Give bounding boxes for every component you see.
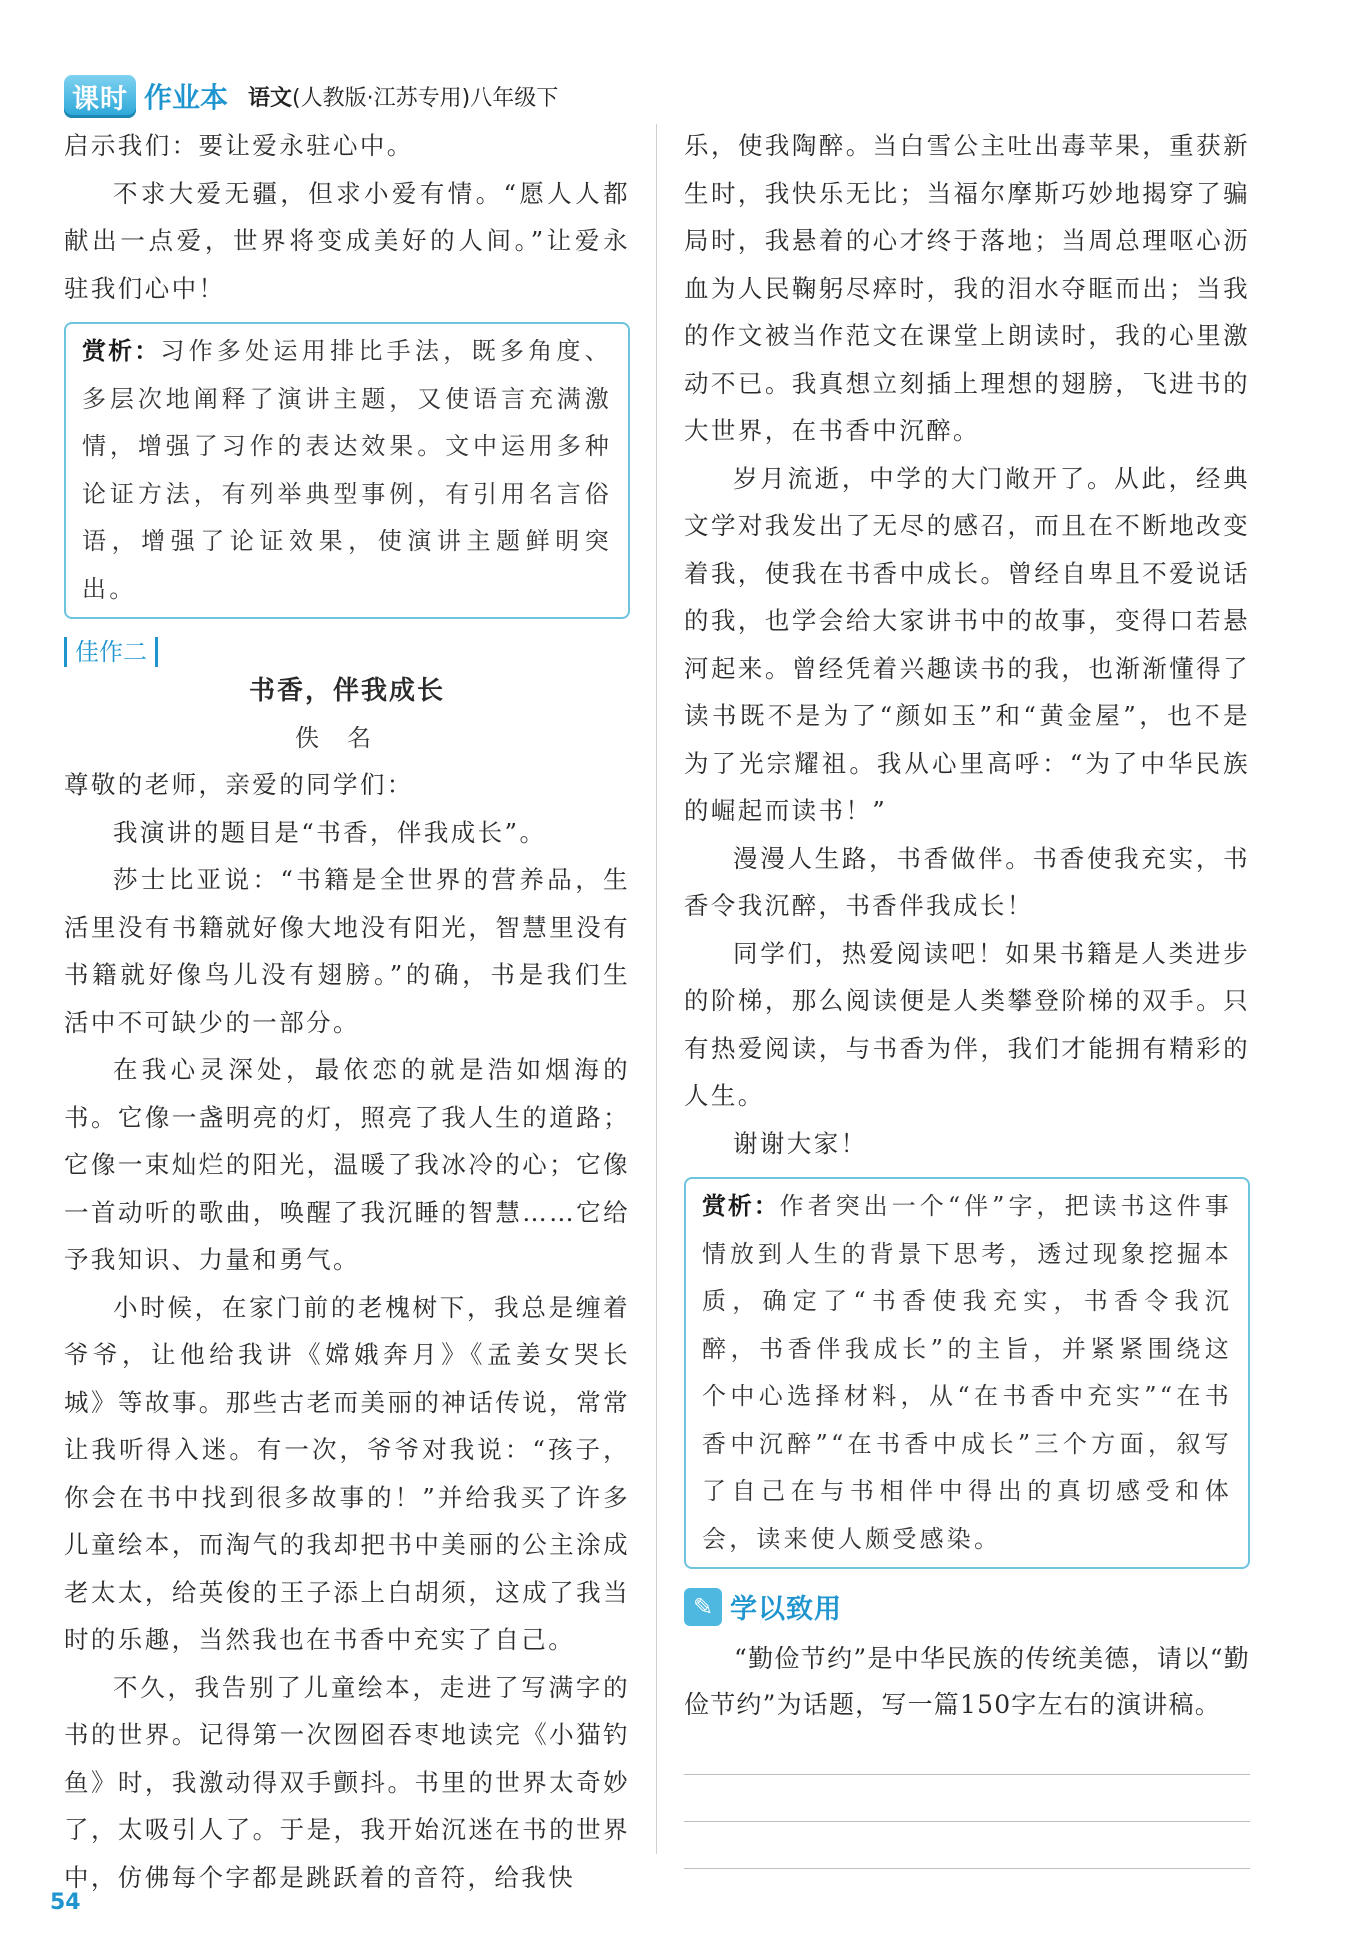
right-column bbox=[684, 122, 1250, 1869]
column-divider bbox=[656, 124, 657, 1854]
section-tag: 佳作二 bbox=[64, 637, 158, 667]
paragraph: 谢谢大家！ bbox=[733, 1128, 868, 1158]
logo-badge: 课时 bbox=[64, 75, 136, 118]
subject: 语文 bbox=[248, 85, 293, 111]
edition: (人教版·江苏专用)八年级下 bbox=[292, 85, 559, 111]
analysis-text bbox=[702, 1183, 1232, 1563]
author: 佚名 bbox=[295, 724, 399, 752]
analysis-body: 作者突出一个“伴”字，把读书这件事情放到人生的背景下思考，透过现象挖掘本质，确定了“书香使我充实，书香令我沉醉，书香伴我成长”的主旨，并紧紧围绕这个中心选择材料，从“在书香中充实”“在书香中沉醉”“在书香中成长”三个方面，叙写了自己在与书相伴中得出的真切感受和体会，读来使人颇受感染。 bbox=[702, 1192, 1232, 1553]
paragraph: 不久，我告别了儿童绘本，走进了写满字的书的世界。记得第一次囫囵吞枣地读完《小猫钓鱼》时，我激动得双手颤抖。书里的世界太奇妙了，太吸引人了。于是，我开始沉迷在书的世界中，仿佛每个字都是跳跃着的音符，给我快 bbox=[64, 1672, 630, 1892]
paragraph: 启示我们：要让爱永驻心中。 bbox=[64, 131, 414, 160]
analysis-label: 赏析： bbox=[82, 337, 161, 365]
paragraph: 漫漫人生路，书香做伴。书香使我充实，书香令我沉醉，书香伴我成长！ bbox=[684, 843, 1250, 920]
task-prompt: “勤俭节约”是中华民族的传统美德，请以“勤俭节约”为话题，写一篇150字左右的演讲稿。 bbox=[684, 1644, 1250, 1719]
section-title: 学以致用 bbox=[730, 1594, 842, 1625]
task bbox=[684, 1636, 1250, 1728]
analysis-box bbox=[64, 322, 630, 619]
answer-line[interactable] bbox=[684, 1868, 1250, 1869]
essay-title: 书香，伴我成长 bbox=[248, 676, 445, 706]
paragraph: 岁月流逝，中学的大门敞开了。从此，经典文学对我发出了无尽的感召，而且在不断地改变着我，使我在书香中成长。曾经自卑且不爱说话的我，也学会给大家讲书中的故事，变得口若悬河起来。曾经凭着兴趣读书的我，也渐渐懂得了读书既不是为了“颜如玉”和“黄金屋”，也不是为了光宗耀祖。我从心里高呼：“为了中华民族的崛起而读书！” bbox=[684, 463, 1250, 825]
answer-line[interactable] bbox=[684, 1821, 1250, 1822]
analysis-label: 赏析： bbox=[702, 1192, 780, 1220]
paragraph: 小时候，在家门前的老槐树下，我总是缠着爷爷，让他给我讲《嫦娥奔月》《孟姜女哭长城》等故事。那些古老而美丽的神话传说，常常让我听得入迷。有一次，爷爷对我说：“孩子，你会在书中找到很多故事的！”并给我买了许多儿童绘本，而淘气的我却把书中美丽的公主涂成老太太，给英俊的王子添上白胡须，这成了我当时的乐趣，当然我也在书香中充实了自己。 bbox=[64, 1292, 630, 1654]
pencil-icon: ✎ bbox=[684, 1588, 722, 1626]
paragraph: 莎士比亚说：“书籍是全世界的营养品，生活里没有书籍就好像大地没有阳光，智慧里没有书籍就好像鸟儿没有翅膀。”的确，书是我们生活中不可缺少的一部分。 bbox=[64, 865, 630, 1037]
section-header bbox=[684, 1587, 1250, 1626]
analysis-box bbox=[684, 1177, 1250, 1569]
paragraph: 我演讲的题目是“书香，伴我成长”。 bbox=[113, 817, 547, 847]
paragraph: 乐，使我陶醉。当白雪公主吐出毒苹果，重获新生时，我快乐无比；当福尔摩斯巧妙地揭穿了骗局时，我悬着的心才终于落地；当周总理呕心沥血为人民鞠躬尽瘁时，我的泪水夺眶而出；当我的作文被当作范文在课堂上朗读时，我的心里激动不已。我真想立刻插上理想的翅膀，飞进书的大世界，在书香中沉醉。 bbox=[684, 131, 1250, 445]
page-number: 54 bbox=[50, 1890, 81, 1915]
header bbox=[64, 74, 558, 118]
logo bbox=[64, 75, 228, 118]
left-column bbox=[64, 122, 630, 1901]
salutation: 尊敬的老师，亲爱的同学们： bbox=[64, 770, 414, 799]
analysis-body: 习作多处运用排比手法，既多角度、多层次地阐释了演讲主题，又使语言充满激情，增强了习作的表达效果。文中运用多种论证方法，有列举典型事例，有引用名言俗语，增强了论证效果，使演讲主题鲜明突出。 bbox=[82, 337, 613, 603]
answer-line[interactable] bbox=[684, 1774, 1250, 1775]
paragraph: 不求大爱无疆，但求小爱有情。“愿人人都献出一点爱，世界将变成美好的人间。”让爱永驻我们心中！ bbox=[64, 178, 630, 303]
logo-text: 作业本 bbox=[144, 81, 229, 114]
paragraph: 在我心灵深处，最依恋的就是浩如烟海的书。它像一盏明亮的灯，照亮了我人生的道路；它像一束灿烂的阳光，温暖了我冰冷的心；它像一首动听的歌曲，唤醒了我沉睡的智慧……它给予我知识、力量和勇气。 bbox=[64, 1055, 630, 1274]
header-subtitle bbox=[248, 81, 558, 112]
paragraph: 同学们，热爱阅读吧！如果书籍是人类进步的阶梯，那么阅读便是人类攀登阶梯的双手。只有热爱阅读，与书香为伴，我们才能拥有精彩的人生。 bbox=[684, 938, 1250, 1110]
analysis-text bbox=[82, 328, 612, 613]
